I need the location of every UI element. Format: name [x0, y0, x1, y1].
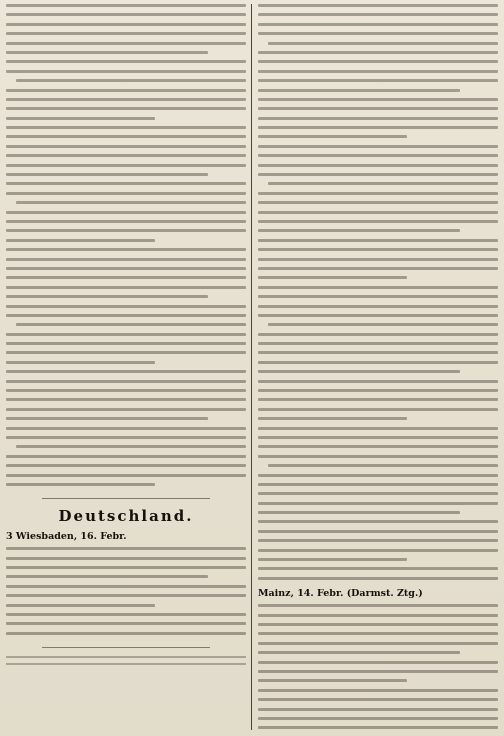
text-line	[6, 182, 246, 185]
text-line	[258, 661, 498, 664]
section-divider	[42, 498, 210, 499]
text-line	[6, 575, 208, 578]
text-line	[268, 464, 498, 467]
text-line	[6, 239, 155, 242]
text-line	[6, 295, 208, 298]
text-line	[6, 220, 246, 223]
text-line	[258, 286, 498, 289]
text-line	[258, 726, 498, 729]
text-line	[6, 566, 246, 569]
text-line	[258, 483, 498, 486]
text-line	[258, 79, 498, 82]
text-line	[6, 51, 208, 54]
text-line	[258, 708, 498, 711]
text-line	[6, 361, 155, 364]
footnote-divider	[42, 647, 210, 648]
text-line	[258, 117, 498, 120]
text-line	[258, 445, 498, 448]
text-line	[6, 135, 246, 138]
text-line	[258, 370, 460, 373]
text-line	[258, 698, 498, 701]
text-line	[6, 632, 246, 635]
text-line	[258, 689, 498, 692]
text-line	[258, 89, 460, 92]
text-line	[258, 32, 498, 35]
text-line	[258, 164, 498, 167]
text-line	[258, 717, 498, 720]
text-line	[6, 258, 246, 261]
text-line	[258, 530, 498, 533]
text-line	[258, 98, 498, 101]
footnote-line	[6, 663, 246, 665]
text-line	[258, 239, 498, 242]
text-line	[258, 70, 498, 73]
text-line	[6, 32, 246, 35]
column-rule	[251, 4, 252, 730]
footnote-line	[6, 656, 246, 658]
text-line	[258, 539, 498, 542]
text-line	[258, 558, 407, 561]
text-line	[268, 42, 498, 45]
dateline-mainz: Mainz, 14. Febr. (Darmst. Ztg.)	[258, 588, 423, 600]
text-line	[6, 333, 246, 336]
left-text-block-lower	[6, 547, 246, 641]
text-line	[258, 333, 498, 336]
text-line	[258, 427, 498, 430]
text-line	[6, 483, 155, 486]
text-line	[258, 670, 498, 673]
text-line	[258, 211, 498, 214]
text-line	[258, 276, 407, 279]
text-line	[16, 79, 246, 82]
text-line	[6, 4, 246, 7]
text-line	[258, 632, 498, 635]
text-line	[258, 361, 498, 364]
text-line	[258, 474, 498, 477]
text-line	[6, 314, 246, 317]
text-line	[258, 642, 498, 645]
text-line	[6, 173, 208, 176]
text-line	[6, 229, 246, 232]
text-line	[258, 342, 498, 345]
text-line	[258, 549, 498, 552]
text-line	[258, 679, 407, 682]
text-line	[258, 623, 498, 626]
text-line	[258, 436, 498, 439]
text-line	[6, 613, 246, 616]
text-line	[258, 13, 498, 16]
text-line	[258, 4, 498, 7]
left-column	[6, 4, 246, 730]
text-line	[258, 651, 460, 654]
text-line	[258, 417, 407, 420]
text-line	[258, 314, 498, 317]
text-line	[6, 107, 246, 110]
text-line	[258, 295, 498, 298]
text-line	[258, 135, 407, 138]
text-line	[258, 380, 498, 383]
text-line	[6, 192, 246, 195]
text-line	[258, 145, 498, 148]
text-line	[6, 464, 246, 467]
text-line	[6, 380, 246, 383]
text-line	[16, 201, 246, 204]
text-line	[258, 408, 498, 411]
text-line	[258, 126, 498, 129]
text-line	[258, 567, 498, 570]
text-line	[6, 408, 246, 411]
text-line	[6, 455, 246, 458]
text-line	[258, 492, 498, 495]
text-line	[268, 182, 498, 185]
text-line	[6, 342, 246, 345]
text-line	[6, 622, 246, 625]
text-line	[6, 248, 246, 251]
right-text-block-upper	[258, 4, 498, 586]
text-line	[258, 51, 498, 54]
text-line	[258, 502, 498, 505]
text-line	[258, 229, 460, 232]
text-line	[6, 557, 246, 560]
text-line	[6, 126, 246, 129]
text-line	[258, 305, 498, 308]
text-line	[6, 13, 246, 16]
text-line	[6, 398, 246, 401]
text-line	[268, 323, 498, 326]
text-line	[6, 474, 246, 477]
text-line	[6, 585, 246, 588]
text-line	[6, 594, 246, 597]
text-line	[258, 351, 498, 354]
left-text-block-upper	[6, 4, 246, 492]
right-column	[258, 4, 498, 730]
text-line	[6, 351, 246, 354]
text-line	[6, 389, 246, 392]
text-line	[258, 577, 498, 580]
dateline-wiesbaden: 3 Wiesbaden, 16. Febr.	[6, 531, 127, 543]
section-heading: Deutschland.	[58, 507, 194, 526]
text-line	[258, 398, 498, 401]
text-line	[6, 211, 246, 214]
text-line	[6, 145, 246, 148]
text-line	[6, 417, 208, 420]
text-line	[6, 23, 246, 26]
text-line	[258, 107, 498, 110]
text-line	[6, 267, 246, 270]
text-line	[6, 42, 246, 45]
text-line	[6, 547, 246, 550]
text-line	[258, 201, 498, 204]
text-line	[258, 248, 498, 251]
text-line	[258, 192, 498, 195]
text-line	[6, 60, 246, 63]
text-line	[6, 98, 246, 101]
text-line	[16, 323, 246, 326]
text-line	[6, 286, 246, 289]
text-line	[6, 370, 246, 373]
text-line	[6, 70, 246, 73]
text-line	[258, 23, 498, 26]
text-line	[6, 164, 246, 167]
text-line	[258, 258, 498, 261]
text-line	[258, 267, 498, 270]
text-line	[6, 604, 155, 607]
right-text-block-lower	[258, 604, 498, 730]
text-line	[6, 89, 246, 92]
footnote	[6, 656, 246, 670]
text-line	[258, 520, 498, 523]
text-line	[6, 427, 246, 430]
text-line	[6, 436, 246, 439]
text-line	[258, 154, 498, 157]
text-line	[258, 511, 460, 514]
text-line	[258, 455, 498, 458]
text-line	[258, 614, 498, 617]
text-line	[6, 117, 155, 120]
text-line	[6, 276, 246, 279]
text-line	[258, 60, 498, 63]
text-line	[258, 220, 498, 223]
text-line	[16, 445, 246, 448]
text-line	[6, 305, 246, 308]
text-line	[258, 389, 498, 392]
text-line	[258, 604, 498, 607]
text-line	[6, 154, 246, 157]
text-line	[258, 173, 498, 176]
